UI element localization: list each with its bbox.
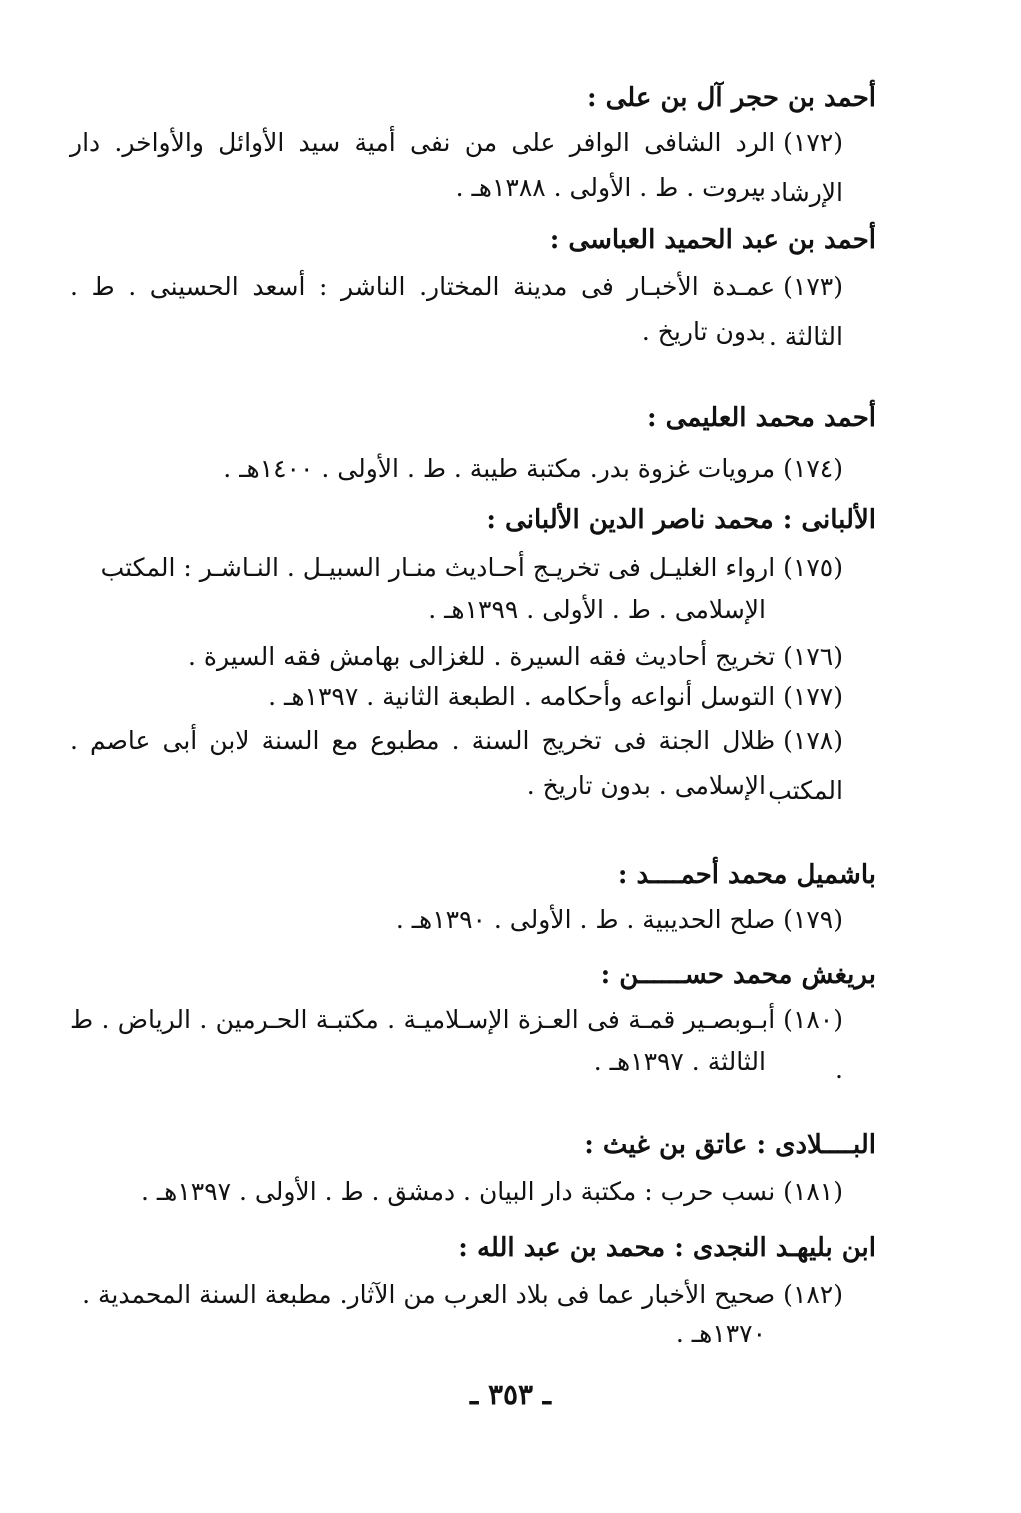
bibliography-entry	[70, 672, 843, 722]
entry-text: نسب حرب : مكتبة دار البيان . دمشق . ط . الأولى . ١٣٩٧هـ .	[140, 1177, 776, 1206]
entry-number: (١٧٤)	[783, 454, 843, 483]
author-heading: ابن بليهـد النجدى : محمد بن عبد الله :	[458, 1233, 876, 1263]
entry-text: صحيح الأخبار عما فى بلاد العرب من الآثار. مطبعة السنة المحمدية .	[82, 1280, 776, 1309]
entry-text: التوسل أنواعه وأحكامه . الطبعة الثانية . ١٣٩٧هـ .	[268, 682, 776, 711]
entry-number: (١٨٠)	[783, 1005, 843, 1034]
author-heading: أحمد بن حجر آل بن على :	[586, 83, 876, 113]
entry-continuation: الإسلامى . ط . الأولى . ١٣٩٩هـ .	[428, 595, 766, 624]
entry-continuation: الإسلامى . بدون تاريخ .	[526, 771, 766, 800]
entry-text: مرويات غزوة بدر. مكتبة طيبة . ط . الأولى . ١٤٠٠هـ .	[223, 454, 776, 483]
entry-number: (١٧٢)	[783, 128, 843, 157]
bibliography-entry	[70, 444, 843, 494]
author-heading: أحمد محمد العليمى :	[647, 403, 876, 433]
author-heading: باشميل محمد أحمــــد :	[617, 860, 876, 890]
entry-text: ارواء الغليـل فى تخريـج أحـاديث منـار السبيـل . النـاشـر : المكتب	[100, 553, 776, 582]
entry-number: (١٧٦)	[783, 642, 843, 671]
entry-continuation: بدون تاريخ .	[641, 317, 766, 346]
entry-number: (١٧٨)	[783, 726, 843, 755]
author-heading: الألبانى : محمد ناصر الدين الألبانى :	[486, 505, 876, 535]
entry-continuation: الثالثة . ١٣٩٧هـ .	[593, 1047, 766, 1076]
entry-text: أبـوبصـير قمـة فى العـزة الإسـلاميـة . مكتبـة الحـرمين . الرياض . ط .	[70, 1005, 843, 1084]
bibliography-entry	[70, 895, 843, 945]
entry-continuation: ١٣٧٠هـ .	[675, 1319, 766, 1348]
entry-continuation: بيروت . ط . الأولى . ١٣٨٨هـ .	[455, 173, 766, 202]
entry-number: (١٧٥)	[783, 553, 843, 582]
entry-number: (١٧٣)	[783, 272, 843, 301]
author-heading: البــــلادى : عاتق بن غيث :	[584, 1130, 876, 1160]
entry-number: (١٧٧)	[783, 682, 843, 711]
entry-text: ظلال الجنة فى تخريج السنة . مطبوع مع السنة لابن أبى عاصم . المكتب	[70, 726, 843, 805]
entry-text: صلح الحديبية . ط . الأولى . ١٣٩٠هـ .	[395, 905, 776, 934]
entry-text: عمـدة الأخبـار فى مدينة المختار. الناشر : أسعد الحسينى . ط . الثالثة .	[70, 272, 843, 351]
bibliography-entry	[70, 1270, 843, 1320]
entry-number: (١٧٩)	[783, 905, 843, 934]
entry-text: الرد الشافى الوافر على من نفى أمية سيد الأوائل والأواخر. دار الإرشاد .	[70, 128, 843, 207]
bibliography-entry	[70, 1167, 843, 1217]
entry-number: (١٨١)	[783, 1177, 843, 1206]
bibliography-entry	[70, 543, 843, 593]
page-number: ـ ٣٥٣ ـ	[469, 1378, 552, 1411]
entry-number: (١٨٢)	[783, 1280, 843, 1309]
entry-text: تخريج أحاديث فقه السيرة . للغزالى بهامش فقه السيرة .	[188, 642, 776, 671]
author-heading: بريغش محمد حســــــن :	[600, 960, 876, 990]
author-heading: أحمد بن عبد الحميد العباسى :	[549, 225, 876, 255]
